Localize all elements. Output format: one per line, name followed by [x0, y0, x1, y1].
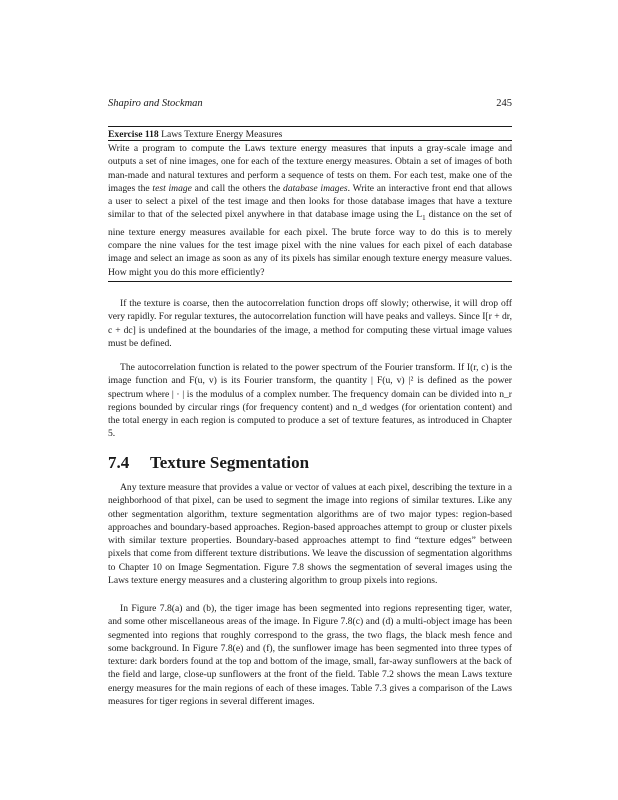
paragraph-power-spectrum: The autocorrelation function is related to the power spectrum of the Fourier transform. If I(r, c) is the image function and F(u, v) is its Fourier transform, the quantity | F(u, v) |² is defined as the power spectrum where | · | is the modulus of a complex number. The frequency domain can be divided into n_r regions bounded by circular rings (for frequency content) and n_d wedges (for orientation content) and the total energy in each region is computed to produce a set of texture features, as introduced in Chapter 5.: [108, 362, 512, 440]
paragraph-autocorrelation: If the texture is coarse, then the autocorrelation function drops off slowly; otherwise, it will drop off very rapidly. For regular textures, the autocorrelation function will have peaks and valleys. Since I[r + dr, c + dc] is undefined at the boundaries of the image, a method for computing these virtual image values must be defined.: [108, 298, 513, 349]
exercise-text-2: and call the others the: [191, 182, 284, 194]
exercise-text-4: distance on the set of nine texture energy measures available for each pixel. The brute force way to do this is to merely compare the nine values for the test image pixel with the nine values for each pixel of each database image and select an image as soon as any of its pixels has similar enough texture energy measure values. How might you do this more efficiently?: [108, 209, 512, 278]
page-number: 245: [496, 98, 512, 109]
exercise-box: [108, 126, 512, 282]
section-number: 7.4: [108, 453, 130, 472]
section-heading: [108, 453, 512, 473]
exercise-heading: [108, 127, 512, 140]
section-title: Texture Segmentation: [149, 453, 310, 472]
exercise-text-3: . Write an interactive front end that allows a user to select a pixel of the test image and then looks for those database images that have a texture similar to that of the selected pixel anywhere in that database image using the L: [108, 182, 512, 221]
paragraph-figure-description: In Figure 7.8(a) and (b), the tiger image has been segmented into regions representing tiger, water, and some other miscellaneous areas of the image. In Figure 7.8(c) and (d) a multi-object image has been segmented into regions that roughly correspond to the grass, the two flags, the black mesh fence and some background. In Figure 7.8(e) and (f), the sunflower image has been segmented into three types of texture: dark borders found at the top and bottom of the image, small, far-away sunflowers at the back of the field and large, close-up sunflowers at the front of the field. Table 7.2 shows the mean Laws texture energy measures for the main regions of each of these images. Table 7.3 gives a comparison of the Laws measures for tiger regions in several different images.: [108, 603, 512, 708]
term-test-image: test image: [152, 182, 192, 194]
paragraph-texture-segmentation: Any texture measure that provides a value or vector of values at each pixel, describing the texture in a neighborhood of that pixel, can be used to segment the image into regions of similar textures. Like any other segmentation algorithm, texture segmentation algorithms are of two major types: region-based approaches and boundary-based approaches. Region-based approaches attempt to group or cluster pixels with similar texture properties. Boundary-based approaches attempt to find “texture edges” between pixels that come from different texture distributions. We leave the discussion of segmentation algorithms to Chapter 10 on Image Segmentation. Figure 7.8 shows the segmentation of several images using the Laws texture energy measures and a clustering algorithm to group pixels into regions.: [108, 482, 512, 587]
term-database-images: database images: [283, 182, 348, 194]
exercise-text-1: Write a program to compute the Laws texture energy measures that inputs a gray-scale image and outputs a set of nine images, one for each of the texture energy measures. Obtain a set of images of both man-made and natural textures and perform a sequence of tests on them. For each test, make one of the images the: [108, 143, 512, 194]
running-head-authors: Shapiro and Stockman: [108, 98, 203, 109]
exercise-title: Laws Texture Energy Measures: [161, 129, 283, 140]
exercise-bottom-rule: [108, 281, 512, 282]
exercise-body: [108, 141, 512, 281]
exercise-label: Exercise 118: [108, 129, 159, 140]
l1-subscript: 1: [422, 214, 426, 223]
